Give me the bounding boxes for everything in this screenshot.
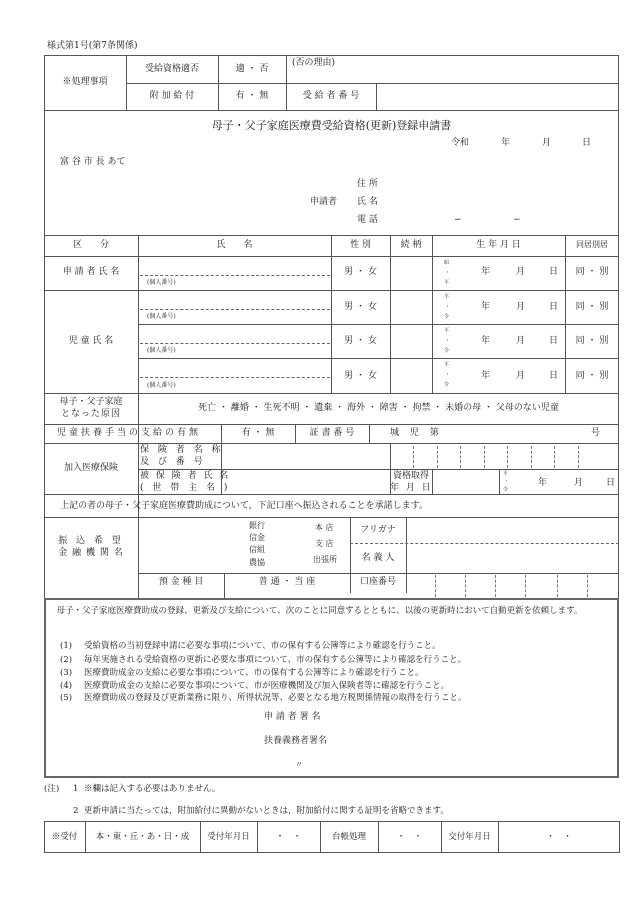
issued-date-label: 交付年月日 [448, 832, 491, 842]
digit-separator [587, 575, 588, 597]
dashed-divider [140, 309, 330, 310]
digit-separator [578, 446, 579, 468]
digit-separator [413, 446, 414, 468]
divider [286, 55, 287, 110]
divider [44, 110, 619, 111]
bank-name-field[interactable] [140, 519, 248, 571]
branch-type-2[interactable]: 支 店 [315, 539, 334, 548]
acquired-label-line1: 資格取得 [392, 471, 429, 481]
child-birth-month: 月 [516, 371, 526, 381]
digit-separator [435, 575, 436, 597]
additional-benefit-label: 附 加 給 付 [149, 91, 195, 101]
header-birthdate: 生 年 月 日 [476, 240, 521, 250]
header-cohabit: 同居別居 [576, 240, 608, 249]
note-text: 更新申請に当たっては，附加給付に異動がないときは，附加給付に関する証明を省略できます。 [84, 806, 449, 816]
applicant-signature-field[interactable] [335, 708, 535, 724]
divider [218, 55, 219, 110]
dashed-divider [140, 377, 330, 378]
recipient-number-label: 受 給 者 番 号 [302, 91, 360, 101]
dashed-divider [140, 343, 330, 344]
guardian-signature-field[interactable] [335, 732, 535, 748]
digit-separator [525, 575, 526, 597]
digit-separator [507, 446, 508, 468]
child-sex-options[interactable]: 男 ・ 女 [344, 336, 377, 346]
divider [44, 393, 619, 394]
child-sex-options[interactable]: 男 ・ 女 [344, 302, 377, 312]
divider [138, 235, 139, 599]
divider [44, 424, 619, 425]
applicant-birth-month: 月 [516, 267, 526, 277]
applicant-name-field[interactable] [140, 258, 330, 274]
divider [44, 517, 619, 518]
child-era-2: 令 [444, 314, 450, 320]
notes-prefix: (注) [44, 784, 60, 794]
bank-label-line1: 振 込 希 望 [58, 536, 124, 546]
child-relation-field[interactable] [392, 292, 430, 322]
applicant-era-1: 昭 [444, 260, 450, 266]
header-name: 氏 名 [216, 240, 253, 250]
received-date-value[interactable]: ・ ・ [275, 832, 302, 842]
child-birth-year: 年 [481, 371, 491, 381]
note-text: ※欄は記入する必要はありません。 [84, 784, 221, 794]
acquired-day: 日 [606, 478, 616, 488]
acquired-era-1: 平 [503, 471, 509, 477]
bank-type-4[interactable]: 農協 [249, 558, 265, 567]
applicant-sex-options[interactable]: 男 ・ 女 [344, 267, 377, 277]
phone-label: 電 話 [357, 215, 378, 225]
child-birth-month: 月 [516, 302, 526, 312]
insured-label-line2: ( 世 帯 主 名 ) [140, 483, 231, 493]
addressee: 富 谷 市 長 あて [60, 157, 126, 167]
child-era-dot: ・ [445, 372, 451, 378]
insurer-label-line1: 保 険 者 名 称 [140, 445, 224, 455]
acquired-era-2: 令 [503, 487, 509, 493]
header-category: 区 分 [72, 240, 109, 250]
child-personal-number-label: (個人番号) [147, 347, 176, 354]
agreement-item-text: 医療費助成金の支給に必要な事項について、市の保有する公簿等により確認を行うこと。 [84, 668, 424, 678]
agreement-item-num: (3) [60, 668, 73, 678]
divider [138, 358, 619, 359]
divider [126, 55, 127, 110]
agreement-item-text: 医療費助成金の支給に必要な事項について、市が医療機関及び加入保険者等に確認を行うこと。 [84, 681, 450, 691]
children-label: 児 童 氏 名 [68, 336, 114, 346]
digit-separator [460, 446, 461, 468]
certificate-suffix: 号 [591, 428, 601, 438]
child-cohabit-options[interactable]: 同 ・ 別 [575, 302, 609, 312]
phone-dash-1: − [454, 215, 462, 225]
processing-label: ※処理事項 [62, 77, 108, 87]
deposit-type-label: 預 金 種 目 [158, 577, 204, 587]
holder-label: 名 義 人 [361, 553, 395, 563]
allowance-options[interactable]: 有 ・ 無 [241, 428, 275, 438]
ledger-date-value[interactable]: ・ ・ [396, 832, 423, 842]
applicant-cohabit-options[interactable]: 同 ・ 別 [575, 267, 609, 277]
insured-label-line1: 被 保 険 者 氏 名 [140, 471, 231, 481]
reception-offices[interactable]: 本・東・丘・あ・日・成 [95, 832, 190, 842]
digit-separator [557, 575, 558, 597]
agreement-item-text: 毎年実施される受給資格の更新に必要な事項について、市の保有する公簿等により確認を行うこと。 [84, 655, 467, 665]
digit-separator [465, 575, 466, 597]
applicant-era-2: 平 [444, 280, 450, 286]
digit-separator [554, 446, 555, 468]
divider [138, 469, 619, 470]
cause-options[interactable]: 死亡 ・ 離婚 ・ 生死不明 ・ 遺棄 ・ 海外 ・ 障害 ・ 拘禁 ・ 未婚の母 ・ 父母のない児童 [198, 403, 559, 413]
child-name-field[interactable] [140, 326, 330, 342]
bank-type-3[interactable]: 信組 [249, 545, 265, 554]
child-era-1: 平 [444, 328, 450, 334]
child-relation-field[interactable] [392, 326, 430, 356]
child-era-2: 令 [444, 382, 450, 388]
certificate-prefix: 城 児 第 [390, 428, 443, 438]
insurer-name-field[interactable] [223, 445, 388, 467]
branch-type-1[interactable]: 本 店 [315, 523, 334, 532]
child-birth-day: 日 [549, 336, 559, 346]
child-birth-month: 月 [516, 336, 526, 346]
branch-name-field[interactable] [268, 519, 313, 571]
allowance-label: 児童扶養手当の支給の有無 [57, 428, 202, 438]
applicant-era-dot: ・ [445, 270, 451, 276]
child-era-dot: ・ [445, 338, 451, 344]
header-relation: 続 柄 [400, 240, 422, 250]
cause-label-line2: となった原因 [60, 409, 121, 419]
child-birth-day: 日 [549, 371, 559, 381]
bank-type-2[interactable]: 信金 [249, 533, 265, 542]
agreement-item-num: (4) [60, 681, 73, 691]
divider [138, 324, 619, 325]
received-date-label: 受付年月日 [207, 832, 250, 842]
divider [376, 83, 377, 110]
eligibility-label: 受給資格適否 [144, 64, 199, 74]
agreement-intro: 母子・父子家庭医療費助成の登録、更新及び支給について、次のことに同意するとともに、以後の更新時において自動更新を依頼します。 [48, 606, 583, 616]
acquired-year: 年 [538, 478, 548, 488]
digit-separator [484, 446, 485, 468]
child-era-dot: ・ [445, 304, 451, 310]
child-birth-year: 年 [481, 336, 491, 346]
divider [138, 573, 619, 574]
divider [406, 517, 407, 593]
date-month: 月 [542, 138, 552, 148]
divider [432, 235, 433, 393]
dashed-divider [350, 543, 619, 544]
divider [499, 469, 500, 494]
applicant-personal-number-label: (個人番号) [147, 279, 176, 286]
deposit-type-options[interactable]: 普 通 ・ 当 座 [258, 577, 316, 587]
bank-type-1[interactable]: 銀行 [249, 521, 265, 530]
holder-name-field[interactable] [408, 545, 617, 571]
applicant-birth-year: 年 [481, 267, 491, 277]
acquired-era-dot: ・ [504, 479, 510, 485]
form-number: 様式第1号(第7条関係) [47, 41, 138, 51]
dashed-divider [140, 275, 330, 276]
divider [369, 424, 370, 443]
additional-benefit-options[interactable]: 有 ・ 無 [235, 91, 269, 101]
agreement-item-num: (5) [60, 693, 73, 703]
agreement-item-text: 受給資格の当初登録申請に必要な事項について、市の保有する公簿等により確認を行うこと。 [84, 641, 441, 651]
child-name-field[interactable] [140, 292, 330, 308]
digit-separator [437, 446, 438, 468]
child-birth-year: 年 [481, 302, 491, 312]
transfer-consent-text: 上記の者の母子・父子家庭医療費助成について，下記口座へ振込されることを承諾します。 [60, 501, 428, 511]
child-sex-options[interactable]: 男 ・ 女 [344, 371, 377, 381]
branch-type-3[interactable]: 出張所 [313, 555, 337, 564]
recipient-number-field[interactable] [378, 85, 616, 108]
address-label: 住 所 [357, 179, 378, 189]
bank-label-line2: 金 融 機 関 名 [58, 548, 124, 558]
child-relation-field[interactable] [392, 360, 430, 391]
child-era-1: 平 [444, 294, 450, 300]
insurer-label-line2: 及 び 番 号 [140, 457, 206, 467]
date-year: 年 [501, 138, 511, 148]
reception-label: ※受付 [51, 832, 78, 842]
child-era-2: 令 [444, 348, 450, 354]
date-era: 令和 [451, 138, 470, 148]
applicant-row-label: 申 請 者 氏 名 [62, 267, 120, 277]
form-title: 母子・父子家庭医療費受給資格(更新)登録申請書 [211, 119, 452, 132]
child-birth-day: 日 [549, 302, 559, 312]
issued-date-value[interactable]: ・ ・ [546, 832, 572, 842]
ledger-label: 台帳処理 [331, 832, 366, 842]
applicant-relation-field[interactable] [392, 258, 430, 288]
divider [44, 443, 619, 444]
name-label: 氏 名 [357, 197, 378, 207]
acquired-month: 月 [574, 478, 584, 488]
insured-name-field[interactable] [223, 471, 388, 492]
eligibility-options[interactable]: 適 ・ 否 [235, 64, 269, 74]
acquired-label-line2: 年 月 日 [390, 483, 433, 493]
header-sex: 性 別 [350, 240, 371, 250]
child-cohabit-options[interactable]: 同 ・ 別 [575, 371, 609, 381]
phone-dash-2: − [513, 215, 521, 225]
furigana-label: フリガナ [360, 525, 396, 535]
insurance-label: 加入医療保険 [63, 463, 118, 473]
note-num: 2 [73, 806, 79, 816]
child-personal-number-label: (個人番号) [147, 382, 176, 389]
certificate-number-label: 証 書 番 号 [309, 428, 355, 438]
digit-separator [531, 446, 532, 468]
guardian-signature-label: 扶養義務者署名 [264, 736, 328, 746]
date-day: 日 [582, 138, 592, 148]
reason-label: (否の理由) [292, 58, 336, 68]
divider [44, 494, 619, 495]
divider [331, 235, 332, 393]
child-name-field[interactable] [140, 360, 330, 376]
ditto-mark: 〃 [295, 760, 303, 769]
child-cohabit-options[interactable]: 同 ・ 別 [575, 336, 609, 346]
applicant-label: 申請者 [310, 197, 338, 207]
note-num: 1 [73, 784, 79, 794]
cause-label-line1: 母子・父子家庭 [59, 397, 123, 407]
agreement-item-num: (2) [60, 655, 73, 665]
child-personal-number-label: (個人番号) [147, 313, 176, 320]
applicant-signature-label: 申 請 者 署 名 [264, 712, 321, 722]
divider [565, 235, 566, 393]
divider [126, 83, 619, 84]
agreement-item-num: (1) [60, 641, 73, 651]
applicant-birth-day: 日 [549, 267, 559, 277]
furigana-field[interactable] [408, 519, 617, 541]
digit-separator [495, 575, 496, 597]
agreement-item-text: 医療費助成の登録及び更新業務に限り、所得状況等、必要となる地方税関係情報の取得を行うこと。 [84, 693, 467, 703]
certificate-number-field[interactable] [440, 426, 590, 441]
child-era-1: 平 [444, 362, 450, 368]
account-number-label: 口座番号 [359, 577, 396, 587]
divider [390, 235, 391, 393]
